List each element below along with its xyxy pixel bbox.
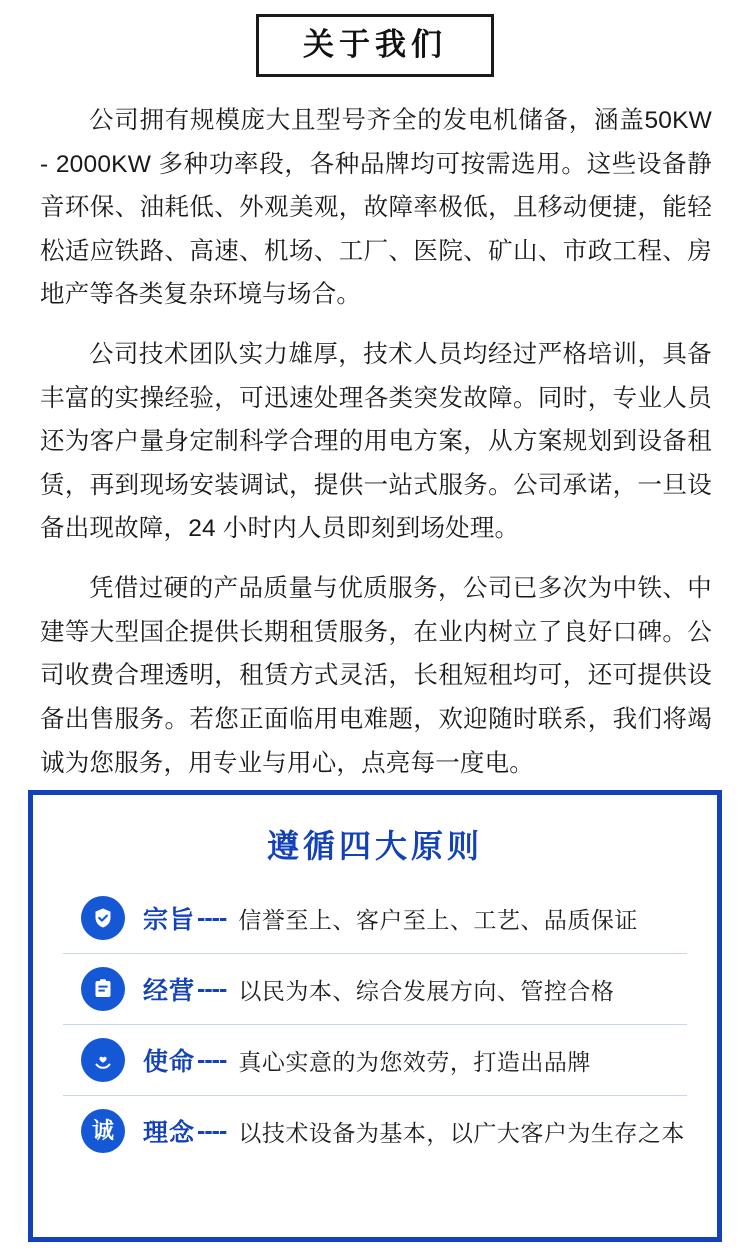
principle-dash: ---- — [197, 974, 227, 1003]
principle-dash: ---- — [197, 1045, 227, 1074]
shield-check-icon — [81, 896, 125, 940]
principles-inner — [33, 795, 717, 1176]
principles-list — [63, 883, 687, 1166]
principle-label: 宗旨 — [143, 906, 196, 934]
cheng-character-glyph: 诚 — [91, 1118, 114, 1143]
list-item — [63, 954, 687, 1025]
about-paragraph: 公司拥有规模庞大且型号齐全的发电机储备，涵盖50KW - 2000KW 多种功率段，各种品牌均可按需选用。这些设备静音环保、油耗低、外观美观，故障率极低，且移动便捷，能轻松适应铁路、高速、机场、工厂、医院、矿山、市政工程、房地产等各类复杂环境与场合。 — [40, 107, 712, 309]
principle-label: 理念 — [143, 1119, 196, 1147]
cheng-character-icon — [81, 1109, 125, 1153]
principle-label: 经营 — [143, 977, 196, 1005]
about-body — [0, 77, 750, 785]
principles-card — [28, 790, 722, 1242]
principle-label: 使命 — [143, 1048, 196, 1076]
hand-heart-icon — [81, 1038, 125, 1082]
principle-text: 真心实意的为您效劳，打造出品牌 — [238, 1048, 591, 1075]
page-title-container — [0, 0, 750, 77]
principle-dash: ---- — [197, 1116, 227, 1145]
list-item — [63, 1096, 687, 1166]
list-item — [63, 1025, 687, 1096]
list-item — [63, 883, 687, 954]
page-title: 关于我们 — [303, 27, 447, 62]
principle-dash: ---- — [197, 903, 227, 932]
about-paragraph: 凭借过硬的产品质量与优质服务，公司已多次为中铁、中建等大型国企提供长期租赁服务，在业内树立了良好口碑。公司收费合理透明，租赁方式灵活，长租短租均可，还可提供设备出售服务。若您正面临用电难题，欢迎随时联系，我们将竭诚为您服务，用专业与用心，点亮每一度电。 — [40, 575, 712, 777]
principle-text: 以技术设备为基本，以广大客户为生存之本 — [238, 1119, 685, 1146]
page-title-box — [256, 14, 494, 77]
principle-text: 信誉至上、客户至上、工艺、品质保证 — [238, 906, 638, 933]
principles-title: 遵循四大原则 — [266, 828, 483, 864]
principle-text: 以民为本、综合发展方向、管控合格 — [238, 977, 615, 1004]
clipboard-icon — [81, 967, 125, 1011]
about-paragraph: 公司技术团队实力雄厚，技术人员均经过严格培训，具备丰富的实操经验，可迅速处理各类突发故障。同时，专业人员还为客户量身定制科学合理的用电方案，从方案规划到设备租赁，再到现场安装调试，提供一站式服务。公司承诺，一旦设备出现故障，24 小时内人员即刻到场处理。 — [40, 341, 712, 543]
